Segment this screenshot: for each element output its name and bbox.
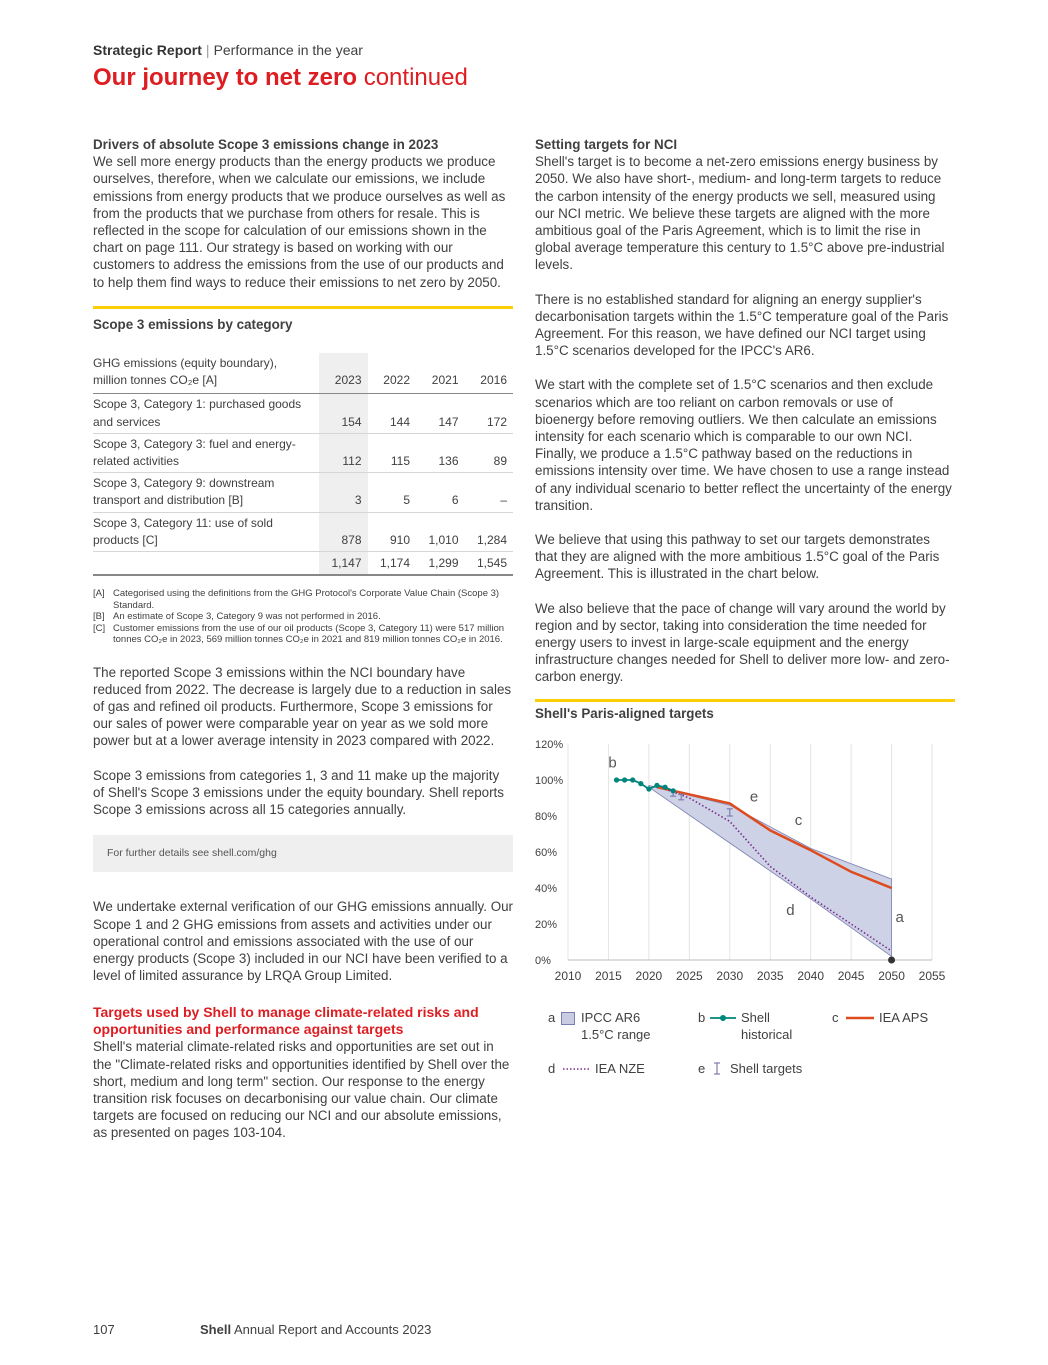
title-bold: Our journey to net zero <box>93 64 358 91</box>
table-header-row <box>93 353 513 394</box>
total-label <box>93 552 319 576</box>
series-label-a: a <box>895 909 904 927</box>
year-2016: 2016 <box>465 353 514 394</box>
chart-legend <box>548 1010 948 1080</box>
total-cell: 1,545 <box>465 552 514 576</box>
cell: 910 <box>368 512 417 551</box>
footnote-key: [C] <box>93 622 106 634</box>
x-tick-label: 2040 <box>797 969 825 983</box>
shell-historical-point <box>614 777 619 782</box>
shell-historical-point <box>622 777 627 782</box>
cell: 1,010 <box>416 512 465 551</box>
legend-label-a1: IPCC AR6 <box>581 1010 641 1025</box>
series-label-d: d <box>786 902 795 919</box>
series-label-b: b <box>608 754 617 772</box>
footnote <box>93 588 513 611</box>
series-label-e: e <box>749 788 759 806</box>
shell-historical-point <box>662 785 667 790</box>
x-tick-label: 2045 <box>837 969 865 983</box>
y-tick-label: 120% <box>535 739 564 751</box>
legend-label-c: IEA APS <box>879 1010 929 1025</box>
nci-paragraph-5: We also believe that the pace of change will vary around the world by region and by sector, taking into consideration the time needed for energy users to invest in large-scale equipment and the energy infrastructure changes needed for Shell to deliver more low- and zero-carbon energy. <box>535 600 950 685</box>
y-tick-label: 100% <box>535 775 564 787</box>
title-continued: continued <box>363 64 468 91</box>
footnote-text: Categorised using the definitions from the GHG Protocol's Corporate Value Chain (Scope 3) Standard. <box>113 588 500 611</box>
legend-key-b: b <box>698 1010 706 1025</box>
cell: 112 <box>319 433 368 472</box>
legend-label-e: Shell targets <box>730 1061 803 1076</box>
x-tick-label: 2010 <box>554 969 582 983</box>
ipcc-range-swatch-icon <box>561 1012 575 1025</box>
cell: 6 <box>416 473 465 512</box>
footnote-text: Customer emissions from the use of our oil products (Scope 3, Category 11) were 517 million tonnes CO₂e in 2023, 569 million tonnes CO₂e in 2021 and 819 million tonnes CO₂e in 2016. <box>113 622 505 646</box>
row-label: Scope 3, Category 3: fuel and energy-related activities <box>93 433 319 472</box>
paragraph-categories: Scope 3 emissions from categories 1, 3 and 11 make up the majority of Shell's Scope 3 emissions under the equity boundary. Shell reports Scope 3 emissions across all 15 categories annually. <box>93 767 504 817</box>
chart-title: Shell's Paris-aligned targets <box>535 706 714 721</box>
legend-label-d: IEA NZE <box>595 1061 645 1076</box>
cell: 878 <box>319 512 368 551</box>
table-row <box>93 433 513 472</box>
cell: 136 <box>416 433 465 472</box>
left-column <box>93 136 513 1159</box>
footnote-key: [A] <box>93 588 105 600</box>
nci-paragraph-2: There is no established standard for aligning an energy supplier's decarbonisation targets within the 1.5°C temperature goal of the Paris Agreement. For this reason, we have defined our NCI target using 1.5°C scenarios developed for the IPCC's AR6. <box>535 291 949 359</box>
footer-report <box>200 1322 431 1337</box>
x-tick-label: 2030 <box>716 969 744 983</box>
cell: 154 <box>319 394 368 433</box>
footnote <box>93 623 513 646</box>
y-tick-label: 0% <box>535 955 551 967</box>
cell: 3 <box>319 473 368 512</box>
cell: 147 <box>416 394 465 433</box>
cell: 172 <box>465 394 514 433</box>
paragraph-verification: We undertake external verification of our GHG emissions annually. Our Scope 1 and 2 GHG emissions from assets and activities under our operational control and emissions associated with the use of our energy products (Scope 3) included in our NCI have been verified to a level of limited assurance by LRQA Group Limited. <box>93 899 514 984</box>
x-tick-label: 2055 <box>918 969 946 983</box>
legend-key-e: e <box>698 1061 706 1076</box>
nci-paragraph-4: We believe that using this pathway to set our targets demonstrates that they are aligned with the more ambitious 1.5°C goal of the Paris Agreement. This is illustrated in the chart below. <box>535 532 940 582</box>
x-tick-label: 2050 <box>878 969 905 983</box>
row-label: Scope 3, Category 11: use of sold products [C] <box>93 512 319 551</box>
total-cell: 1,174 <box>368 552 417 576</box>
iea-aps-line-icon <box>844 1012 876 1024</box>
section-label: Strategic Report <box>93 42 202 58</box>
breadcrumb <box>93 42 363 58</box>
shell-historical-point <box>638 781 643 786</box>
x-tick-label: 2035 <box>756 969 784 983</box>
cell: 1,284 <box>465 512 514 551</box>
shell-targets-range-icon <box>710 1061 724 1077</box>
paris-aligned-chart <box>520 730 960 995</box>
footnote-text: An estimate of Scope 3, Category 9 was not performed in 2016. <box>113 611 381 623</box>
targets-text: Shell's material climate-related risks and opportunities are set out in the "Climate-related risks and opportunities identified by Shell over the short, medium and long term" section. Our response to the energy transition risk focuses on decarbonising our value chain. Our climate targets are focused on reducing our NCI and our absolute emissions, as presented on pages 103-104. <box>93 1039 510 1141</box>
table-row <box>93 473 513 512</box>
page-number: 107 <box>93 1322 115 1337</box>
table-header-label: GHG emissions (equity boundary), million tonnes CO₂e [A] <box>93 353 319 394</box>
x-tick-label: 2025 <box>675 969 703 983</box>
footnote <box>93 611 513 623</box>
legend-label-b2: historical <box>741 1027 793 1042</box>
shell-historical-point <box>671 788 676 793</box>
cell: 5 <box>368 473 417 512</box>
drivers-text: We sell more energy products than the energy products we produce ourselves, therefore, when we calculate our emissions, we include emissions from energy products that we produce ourselves as well as from the products that we purchase from others for resale. This is reflected in the scope for calculation of our emissions shown in the chart on page 111. Our strategy is based on working with our customers to address the emissions from the use of our products and to help them find ways to reduce their emissions to net zero by 2050. <box>93 154 506 290</box>
legend-label-a2: 1.5°C range <box>581 1027 651 1042</box>
shell-historical-point <box>646 786 651 791</box>
table-row <box>93 394 513 433</box>
further-details-note: For further details see shell.com/ghg <box>93 835 513 872</box>
targets-heading: Targets used by Shell to manage climate-related risks and opportunities and performance against targets <box>93 1004 479 1038</box>
cell: 89 <box>465 433 514 472</box>
total-cell: 1,299 <box>416 552 465 576</box>
nci-heading: Setting targets for NCI <box>535 137 678 152</box>
y-tick-label: 80% <box>535 811 558 823</box>
row-label: Scope 3, Category 1: purchased goods and services <box>93 394 319 433</box>
y-tick-label: 20% <box>535 919 558 931</box>
right-column <box>535 136 955 700</box>
y-tick-label: 60% <box>535 847 558 859</box>
x-tick-label: 2015 <box>595 969 622 983</box>
cell: 115 <box>368 433 417 472</box>
drivers-heading: Drivers of absolute Scope 3 emissions change in 2023 <box>93 137 439 152</box>
year-2023: 2023 <box>319 353 368 394</box>
cell: 144 <box>368 394 417 433</box>
nci-paragraph-3: We start with the complete set of 1.5°C scenarios and then exclude scenarios which are too reliant on carbon removals or use of bioenergy before removing outliers. We then calculate an emissions intensity for each scenario which is comparable to our own NCI. Finally, we produce a 1.5°C pathway based on the reductions in emissions intensity over time. We have chosen to use a range instead of any individual scenario to better reflect the uncertainty of the energy transition. <box>535 377 952 513</box>
legend-key-d: d <box>548 1061 556 1076</box>
legend-label-b1: Shell <box>741 1010 770 1025</box>
series-label-c: c <box>794 812 803 829</box>
paragraph-nci-reduction: The reported Scope 3 emissions within the NCI boundary have reduced from 2022. The decrease is largely due to a reduction in sales of gas and refined oil products. Furthermore, Scope 3 emissions for our sales of power were comparable year on year as we sold more power but at a lower average intensity in 2023 compared with 2022. <box>93 664 512 749</box>
shell-historical-line-icon <box>708 1012 738 1024</box>
legend-key-c: c <box>832 1010 839 1025</box>
legend-key-a: a <box>548 1010 556 1025</box>
chart-rule <box>535 699 955 702</box>
shell-historical-point <box>654 783 659 788</box>
net-zero-endpoint <box>888 957 895 964</box>
y-tick-label: 40% <box>535 883 558 895</box>
table-title: Scope 3 emissions by category <box>93 316 293 332</box>
total-cell: 1,147 <box>319 552 368 576</box>
page-title <box>93 64 468 92</box>
scope3-table <box>93 353 513 576</box>
shell-historical-point <box>630 777 635 782</box>
table-rule <box>93 306 513 309</box>
subsection-label: Performance in the year <box>213 42 363 58</box>
table-row <box>93 512 513 551</box>
nci-paragraph-1: Shell's target is to become a net-zero emissions energy business by 2050. We also have short-, medium- and long-term targets to reduce the carbon intensity of the energy products we sell, measured using our NCI metric. We believe these targets are aligned with the more ambitious goal of the Paris Agreement, which is to limit the rise in global average temperature this century to 1.5°C above pre-industrial levels. <box>535 154 945 273</box>
footer-brand: Shell <box>200 1322 232 1337</box>
row-label: Scope 3, Category 9: downstream transport and distribution [B] <box>93 473 319 512</box>
iea-nze-dotted-icon <box>561 1063 591 1075</box>
footnotes <box>93 588 513 646</box>
year-2022: 2022 <box>368 353 417 394</box>
footer-report-title: Annual Report and Accounts 2023 <box>233 1322 432 1337</box>
separator: | <box>205 42 210 58</box>
year-2021: 2021 <box>416 353 465 394</box>
footnote-key: [B] <box>93 611 105 623</box>
cell: – <box>465 473 514 512</box>
table-total-row <box>93 552 513 576</box>
x-tick-label: 2020 <box>635 969 663 983</box>
